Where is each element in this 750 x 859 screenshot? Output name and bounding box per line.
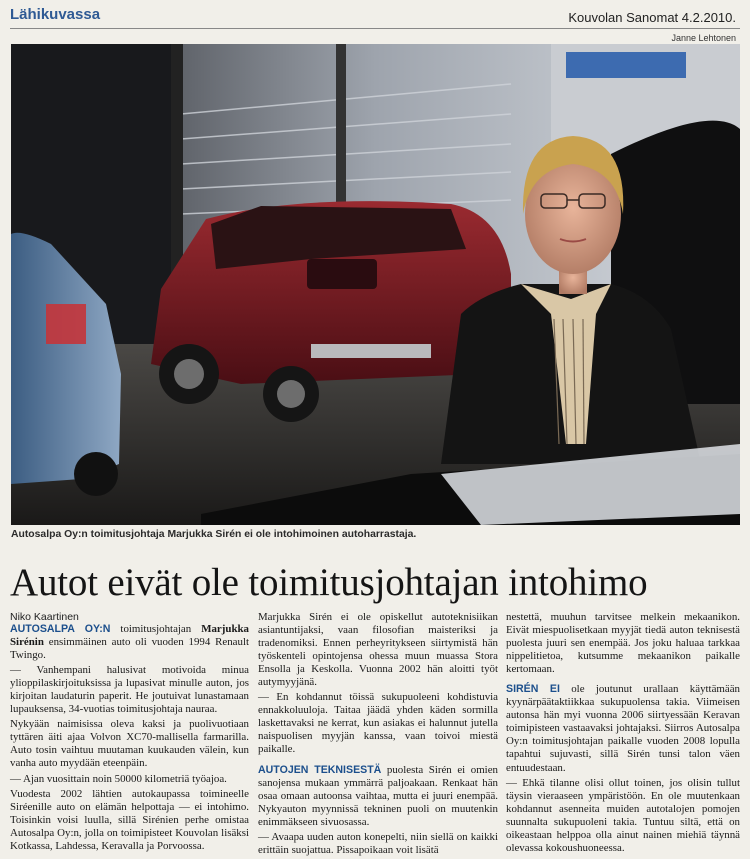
newspaper-date: Kouvolan Sanomat 4.2.2010.: [568, 10, 736, 25]
lead-in: AUTOSALPA OY:N: [10, 623, 111, 635]
paragraph: Nykyään naimisissa oleva kaksi ja puolivuotiaan tyttären äiti ajaa Volvon XC70-mallisella farmarilla. Auto tosin vaihtuu muutaman kuukauden välein, kun vanha auto myydään eteenpäin.: [10, 718, 249, 770]
paragraph: [10, 623, 249, 662]
article-column-1: [10, 623, 249, 855]
header-rule: [10, 28, 740, 29]
article-author: Niko Kaartinen: [10, 611, 79, 623]
paragraph: Vuodesta 2002 lähtien autokaupassa toimineelle Siréenille auto on elämän helpottaja — ei intohimo. Toisinkin voisi luulla, sillä Sirénien perhe omistaa Autosalpa Oy:n, jolla on toimipisteet Kouvolan lisäksi Kotkassa, Lahdessa, Keravalla ja Porvoossa.: [10, 787, 249, 852]
text: toimitusjohtajan: [110, 623, 202, 635]
article-column-2: [258, 611, 498, 859]
text: ole joutunut urallaan käyttämään kyynärpäätaktiikkaa sukupuolensa takia. Viimeisen autonsa hän myi vuonna 2006 siirtyessään Keravan toimipisteen vastaavaksi johtajaksi. Siirros Autosalpa Oy:n toimitusjohtajan paikalle vuoden 2008 lopulla tapahtui sujuvasti, sillä Sirén tunsi talon väen entuudestaan.: [506, 683, 740, 774]
paragraph: — Ehkä tilanne olisi ollut toinen, jos olisin tullut täysin vieraaseen ympäristöön. En ole muutenkaan kohdannut asenneita muiden autotalojen pomojen suunnalta sukupuoleni takia. Tuntuu siltä, että on oikeastaan helppoa olla ainut nainen miehiä täynnä olevassa kokoushuoneessa.: [506, 776, 740, 854]
paragraph: — En kohdannut töissä sukupuoleeni kohdistuvia ennakkoluuloja. Taitaa jäädä yhden käden sormilla laskettavaksi ne kerrat, kun asiakas ei halunnut jutella naispuolisen myyjän kanssa, vaan toivoi miestä paikalle.: [258, 691, 498, 756]
paragraph: — Vanhempani halusivat motivoida minua ylioppilaskirjoituksissa ja lupasivat minulle auton, jos kirjoitan laudaturin paperit. He joutuivat lunastamaan lupauksensa, 34-vuotias toimitusjohtaja nauraa.: [10, 664, 249, 716]
showroom-illustration: [11, 44, 740, 525]
paragraph: nestettä, muuhun tarvitsee melkein mekaanikon. Eivät miespuolisetkaan myyjät tiedä auton teknisestä puolesta juuri sen enempää. Jos joku haluaa tarkkaa nippelitietoa, kutsumme mekaanikon paikalle kertomaan.: [506, 611, 740, 676]
lead-in: AUTOJEN TEKNISESTÄ: [258, 763, 382, 776]
text: puolesta Sirén ei omien sanojensa mukaan ymmärrä paljoakaan. Renkaat hän osaa omaan autoonsa vaihtaa, mutta ei juuri enempää. Nykyauton myynnissä tekninen puoli on muutenkin enimmäkseen sivuosassa.: [258, 763, 498, 828]
article-column-3: [506, 611, 740, 857]
photo-caption: Autosalpa Oy:n toimitusjohtaja Marjukka Sirén ei ole intohimoinen autoharrastaja.: [11, 529, 417, 540]
section-label: Lähikuvassa: [10, 6, 101, 23]
paragraph: Marjukka Sirén ei ole opiskellut autoteknisiikan asiantuntijaksi, vaan filosofian maisteriksi ja tradenomiksi. Ennen perheyritykseen siirtymistä hän työskenteli opintojensa ohessa muun muassa Stora Ensolla ja Keskolla. Vuonna 2002 hän aloitti työt autymyyjänä.: [258, 611, 498, 689]
paragraph: [258, 764, 498, 829]
article-headline: Autot eivät ole toimitusjohtajan intohimo: [10, 561, 648, 604]
lead-in: SIRÉN EI: [506, 683, 560, 696]
paragraph: — Avaapa uuden auton konepelti, niin siellä on kaikki erittäin suojattua. Pissapoikaan voit lisätä: [258, 830, 498, 856]
person-name: Marjukka Sirénin: [10, 623, 250, 649]
photo-credit: Janne Lehtonen: [671, 33, 736, 43]
paragraph: [506, 683, 740, 774]
article-photo: [11, 44, 740, 525]
paragraph: — Ajan vuosittain noin 50000 kilometriä työajoa.: [10, 772, 227, 785]
text: ensimmäinen auto oli vuoden 1994 Renault Twingo.: [10, 636, 249, 662]
